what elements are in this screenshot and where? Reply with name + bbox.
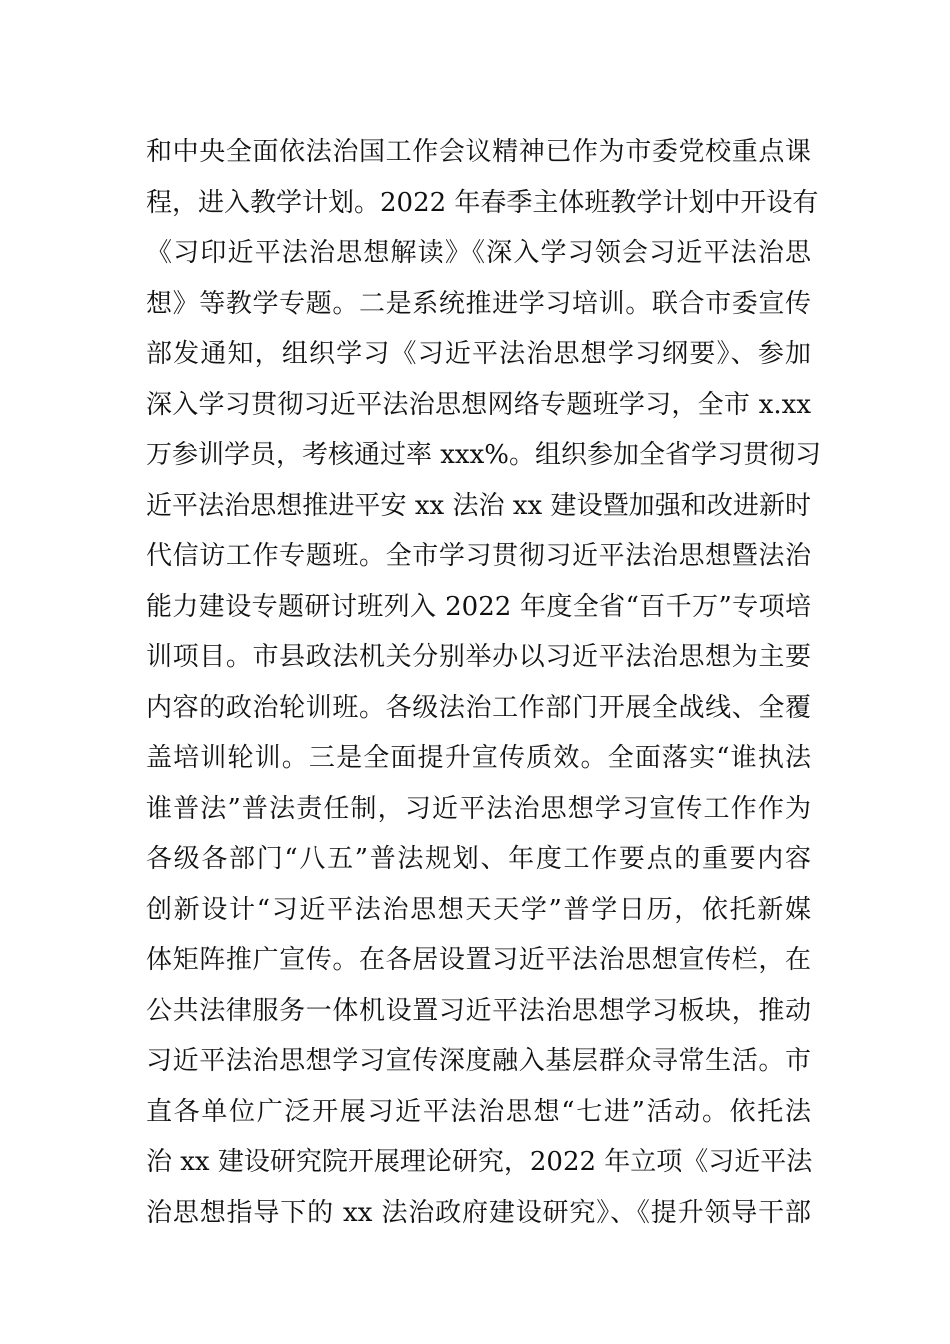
text-line-11: 训项目。市县政法机关分别举办以习近平法治思想为主要 [146, 642, 811, 672]
text-line-13: 盖培训轮训。三是全面提升宣传质效。全面落实“谁执法 [146, 743, 811, 773]
text-line-18: 公共法律服务一体机设置习近平法治思想学习板块，推动 [146, 995, 811, 1026]
text-line-19: 习近平法治思想学习宣传深度融入基层群众寻常生活。市 [146, 1046, 811, 1076]
text-line-12: 内容的政治轮训班。各级法治工作部门开展全战线、全覆 [146, 692, 811, 723]
text-line-6: 深入学习贯彻习近平法治思想网络专题班学习，全市 x.xx [146, 389, 811, 420]
text-line-3: 《习印近平法治思想解读》《深入学习领会习近平法治思 [146, 238, 811, 268]
text-line-16: 创新设计“习近平法治思想天天学”普学日历，依托新媒 [146, 894, 811, 925]
body-paragraph [146, 127, 821, 1238]
text-line-14: 谁普法”普法责任制，习近平法治思想学习宣传工作作为 [146, 793, 811, 824]
text-line-10: 能力建设专题研讨班列入 2022 年度全省“百千万”专项培 [146, 591, 811, 622]
text-line-22: 治思想指导下的 xx 法治政府建设研究》、《提升领导干部 [146, 1197, 811, 1228]
text-line-7: 万参训学员，考核通过率 xxx%。组织参加全省学习贯彻习 [146, 440, 821, 470]
text-line-1: 和中央全面依法治国工作会议精神已作为市委党校重点课 [146, 137, 811, 167]
text-line-9: 代信访工作专题班。全市学习贯彻习近平法治思想暨法治 [146, 541, 811, 571]
text-line-4: 想》等教学专题。二是系统推进学习培训。联合市委宣传 [146, 288, 811, 319]
text-line-2: 程，进入教学计划。2022 年春季主体班教学计划中开设有 [146, 187, 819, 218]
text-line-8: 近平法治思想推进平安 xx 法治 xx 建设暨加强和改进新时 [146, 490, 811, 521]
text-line-15: 各级各部门“八五”普法规划、年度工作要点的重要内容 [146, 844, 811, 874]
text-line-17: 体矩阵推广宣传。在各居设置习近平法治思想宣传栏，在 [146, 945, 811, 975]
text-line-21: 治 xx 建设研究院开展理论研究，2022 年立项《习近平法 [146, 1147, 813, 1177]
text-line-5: 部发通知，组织学习《习近平法治思想学习纲要》、参加 [146, 339, 811, 369]
text-line-20: 直各单位广泛开展习近平法治思想“七进”活动。依托法 [146, 1096, 811, 1127]
